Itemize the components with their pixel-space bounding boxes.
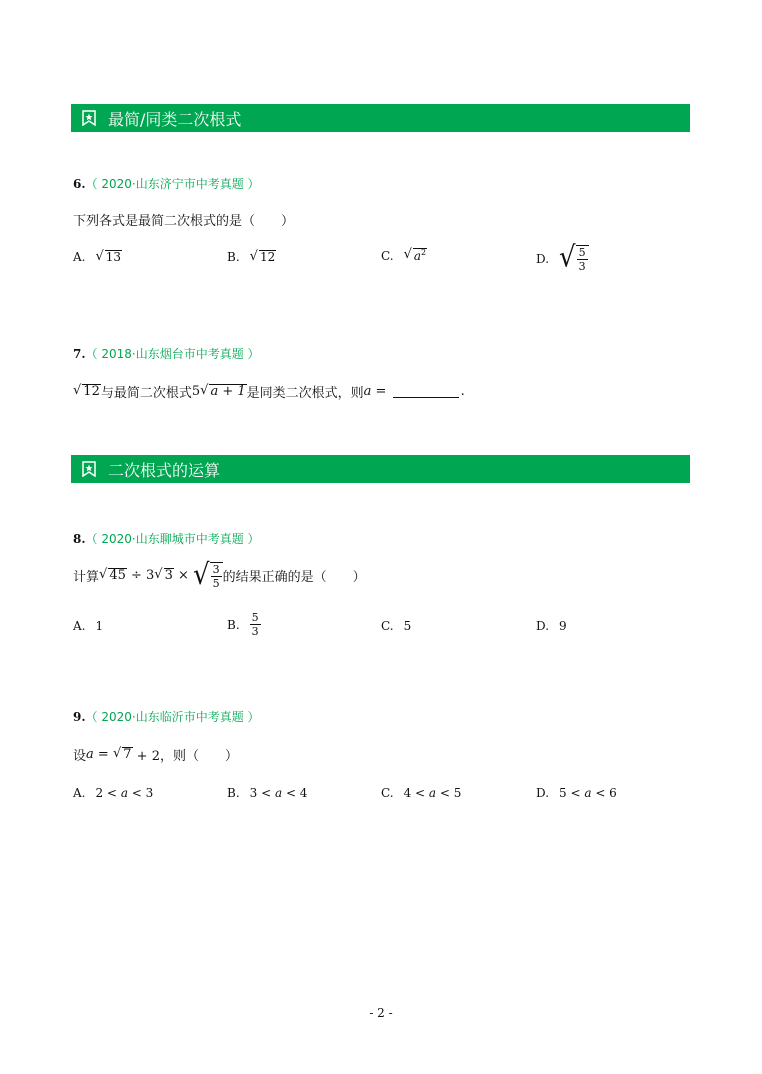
page-number: - 2 - [369,1006,393,1020]
inequality-right: < 5 [436,786,462,800]
question-source: （ 2020·山东临沂市中考真题 ） [85,710,260,724]
sqrt-expression: √ 3 [154,566,173,583]
sqrt-fraction: √ $\frac{5}{3}$ [559,245,589,272]
variable: a [274,786,283,800]
plus-term: + 2， [132,749,173,764]
question-header-9 [73,708,260,725]
option-8a[interactable] [73,619,103,633]
option-9b[interactable] [227,786,307,800]
inequality-right: < 4 [282,786,308,800]
question-number: 9. [73,710,86,724]
stem-text: 与最简二次根式 [100,386,192,401]
stem-prefix: 设 [73,749,87,764]
coefficient: 5 [191,384,201,399]
variable: a [363,384,372,399]
question-number: 6. [73,177,86,191]
radicand: 45 [109,567,126,583]
question-stem-7 [73,382,465,401]
option-value: 5 [403,619,412,633]
bookmark-star-icon [82,110,96,126]
stem-end: . [460,384,465,399]
section-title: 二次根式的运算 [108,460,221,480]
option-9c[interactable] [381,786,461,800]
option-6c[interactable] [381,248,427,263]
option-label: D. [536,619,550,633]
option-value: 9 [559,619,567,633]
option-label: C. [381,248,394,263]
numerator: 5 [251,611,259,624]
stem-text: 是同类二次根式，则 [246,386,364,401]
inequality-right: < 3 [127,786,154,800]
radicand: 12 [259,250,276,264]
stem-suffix: 的结果正确的是（ ） [222,570,366,585]
option-8c[interactable] [381,619,411,633]
bookmark-star-icon [82,461,96,477]
option-label: C. [381,786,394,800]
option-label: A. [73,619,86,633]
inequality-left: 4 < [403,786,429,800]
option-label: A. [73,786,86,800]
radicand: 12 [83,383,100,399]
denominator: 5 [212,577,220,590]
radicand: a + 1 [210,383,246,399]
divide-operator: ÷ 3 [126,568,155,583]
option-value: 1 [95,619,104,633]
radicand: 3 [164,567,173,583]
option-8b[interactable] [227,612,261,637]
inequality-left: 3 < [249,786,275,800]
stem-prefix: 计算 [73,570,100,585]
section-banner-1 [71,104,690,132]
question-source: （ 2018·山东烟台市中考真题 ） [85,347,260,361]
option-6a[interactable] [73,250,122,264]
stem-suffix: 则（ ） [172,749,238,764]
question-source: （ 2020·山东聊城市中考真题 ） [85,532,260,546]
option-label: B. [227,617,240,632]
option-label: A. [73,250,86,265]
denominator: 3 [251,625,259,638]
sqrt-expression: √ 12 [249,249,276,264]
question-stem-9 [73,745,238,764]
variable: a [584,786,592,800]
numerator: 3 [212,563,220,576]
variable: a [86,747,94,762]
section-title: 最简/同类二次根式 [108,109,242,129]
sqrt-expression: √ a + 1 [200,382,246,399]
equals-sign: = [93,747,113,762]
numerator: 5 [578,246,586,259]
stem-text: 下列各式是最简二次根式的是（ ） [73,214,295,229]
question-number: 7. [73,347,86,361]
question-header-8 [73,530,260,547]
option-label: D. [536,786,550,800]
section-banner-2 [71,455,690,483]
inequality-left: 5 < [559,786,585,800]
question-source: （ 2020·山东济宁市中考真题 ） [85,177,260,191]
sqrt-expression: √ 13 [95,249,122,264]
radicand: 7 [123,746,132,762]
question-number: 8. [73,532,86,546]
answer-blank[interactable] [393,385,459,398]
question-stem-8 [73,558,366,592]
sqrt-expression: √ 45 [99,566,126,583]
sqrt-fraction: √ $\frac{3}{5}$ [193,562,223,589]
sqrt-expression: √ $a^2$ [403,247,427,263]
radicand-var: a [413,249,422,263]
option-9a[interactable] [73,786,153,800]
option-label: D. [536,251,550,266]
denominator: 3 [578,260,586,273]
radicand: 13 [105,250,122,264]
option-label: B. [227,786,240,800]
fraction [250,612,261,637]
inequality-left: 2 < [95,786,121,800]
variable: a [428,786,437,800]
question-stem-6 [73,210,294,229]
inequality-right: < 6 [591,786,617,800]
option-8d[interactable] [536,619,567,633]
option-label: C. [381,619,394,633]
option-9d[interactable] [536,786,617,800]
times-operator: × [173,568,194,583]
sqrt-expression: √ 7 [112,745,132,762]
equals-sign: = [371,384,391,399]
question-header-6 [73,175,260,192]
option-6d[interactable] [536,241,589,275]
option-6b[interactable] [227,250,276,264]
option-label: B. [227,250,240,265]
variable: a [120,786,128,800]
sqrt-expression: √ 12 [73,382,100,399]
question-header-7 [73,345,260,362]
exponent: 2 [421,248,427,257]
